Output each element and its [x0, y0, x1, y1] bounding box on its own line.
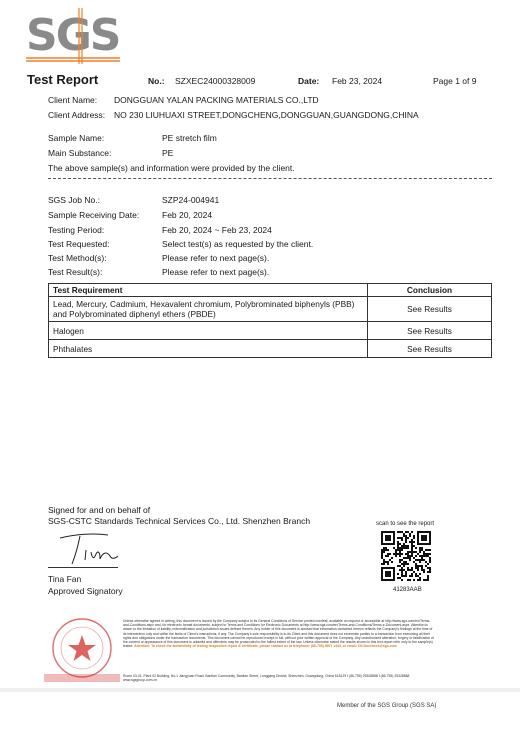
test-result: Please refer to next page(s). [162, 267, 270, 277]
section-divider [48, 178, 492, 179]
test-method-label: Test Method(s): [48, 253, 107, 263]
col-header-requirement: Test Requirement [49, 284, 368, 297]
attention-text: Attention: To check the authenticity of testing /inspection report & certificate, please contact us at telephone: (86-755) 8307 1443, or email: CN.Doccheck@sgs.com [134, 644, 397, 649]
requirement-cell: Phthalates [49, 340, 368, 358]
test-requested-label: Test Requested: [48, 239, 110, 249]
sample-name: PE stretch film [162, 133, 217, 143]
job-no: SZP24-004941 [162, 195, 220, 205]
sgs-logo-text: SGS [26, 10, 120, 61]
main-substance-label: Main Substance: [48, 148, 112, 158]
table-row [49, 297, 492, 322]
disclaimer-text: Unless otherwise agreed in writing, this document is issued by the Company subject to its General Conditions of Service printed overleaf, available on request or accessible at http://www.sgs.com/en/Terms-and-Conditions.aspx and, for electronic format documents, subject to Terms and Conditions for Electronic Documents at http://www.sgs.com/en/Terms-and-Conditions/Terms-e-Document.aspx. Attention is drawn to the limitation of liability, indemnification and jurisdiction issues defined therein. Any holder of this document is advised that information contained hereon reflects the Company's findings at the time of its intervention only and within the limits of Client's instructions, if any. The Company's sole responsibility is to its Client and this document does not exonerate parties to a transaction from exercising all their rights and obligations under the transaction documents. This document cannot be reproduced except in full, without prior written approval of the Company. Any unauthorized alteration, forgery or falsification of the content or appearance of this document is unlawful and offenders may be prosecuted to the fullest extent of the law. Unless otherwise stated the results shown in this test report refer only to the sample(s) tested. [123, 619, 434, 649]
requirement-cell: Halogen [49, 322, 368, 340]
test-result-label: Test Result(s): [48, 267, 103, 277]
report-no-label: No.: [148, 76, 165, 86]
signed-line: Signed for and on behalf of [48, 505, 151, 515]
testing-period: Feb 20, 2024 ~ Feb 23, 2024 [162, 225, 272, 235]
table-row [49, 340, 492, 358]
job-no-label: SGS Job No.: [48, 195, 100, 205]
company-address: Room 03-01, Plant 02 Building, No.1 Jiangyuan Road, Bantian Community, Bantian Street, Longgang District, Shenzhen, Guangdong, China 518129 t (86-755) 25328888 f (86-755) 25328888 www.sgsgroup.com.cn [123, 674, 410, 683]
client-address: NO 230 LIUHUAXI STREET,DONGCHENG,DONGGUAN,GUANGDONG,CHINA [114, 110, 419, 120]
client-address-label: Client Address: [48, 110, 106, 120]
footer-band [0, 688, 520, 692]
qr-id: 41283AAB [393, 587, 422, 593]
receiving-date: Feb 20, 2024 [162, 210, 213, 220]
main-substance: PE [162, 148, 174, 158]
requirement-cell: Lead, Mercury, Cadmium, Hexavalent chromium, Polybrominated biphenyls (PBB) and Polybrominated diphenyl ethers (PBDE) [49, 297, 368, 322]
sgs-logo [24, 8, 128, 66]
company-seal-stamp [40, 618, 124, 689]
report-date: Feb 23, 2024 [332, 76, 383, 86]
conclusion-cell: See Results [368, 340, 492, 358]
sample-note: The above sample(s) and information were provided by the client. [48, 163, 295, 173]
conclusion-cell: See Results [368, 322, 492, 340]
test-method: Please refer to next page(s). [162, 253, 270, 263]
table-row [49, 322, 492, 340]
table-header-row [49, 284, 492, 297]
signatory-role: Approved Signatory [48, 586, 123, 596]
qr-label: scan to see the report [376, 521, 435, 527]
legal-disclaimer [123, 619, 435, 673]
signing-company: SGS-CSTC Standards Technical Services Co., Ltd. Shenzhen Branch [48, 516, 311, 526]
sgs-member-note: Member of the SGS Group (SGS SA) [337, 703, 437, 709]
report-no: SZXEC24000328009 [175, 76, 256, 86]
sample-name-label: Sample Name: [48, 133, 105, 143]
page-number: Page 1 of 9 [433, 76, 477, 86]
conclusion-cell: See Results [368, 297, 492, 322]
test-requested: Select test(s) as requested by the client. [162, 239, 314, 249]
receiving-date-label: Sample Receiving Date: [48, 210, 140, 220]
results-table [48, 283, 492, 358]
qr-code-icon[interactable] [381, 530, 431, 582]
report-title: Test Report [27, 72, 99, 87]
testing-period-label: Testing Period: [48, 225, 105, 235]
signature-line [48, 567, 118, 568]
client-name-label: Client Name: [48, 95, 98, 105]
signatory-name: Tina Fan [48, 574, 82, 584]
report-date-label: Date: [298, 76, 320, 86]
client-name: DONGGUAN YALAN PACKING MATERIALS CO.,LTD [114, 95, 319, 105]
col-header-conclusion: Conclusion [368, 284, 492, 297]
